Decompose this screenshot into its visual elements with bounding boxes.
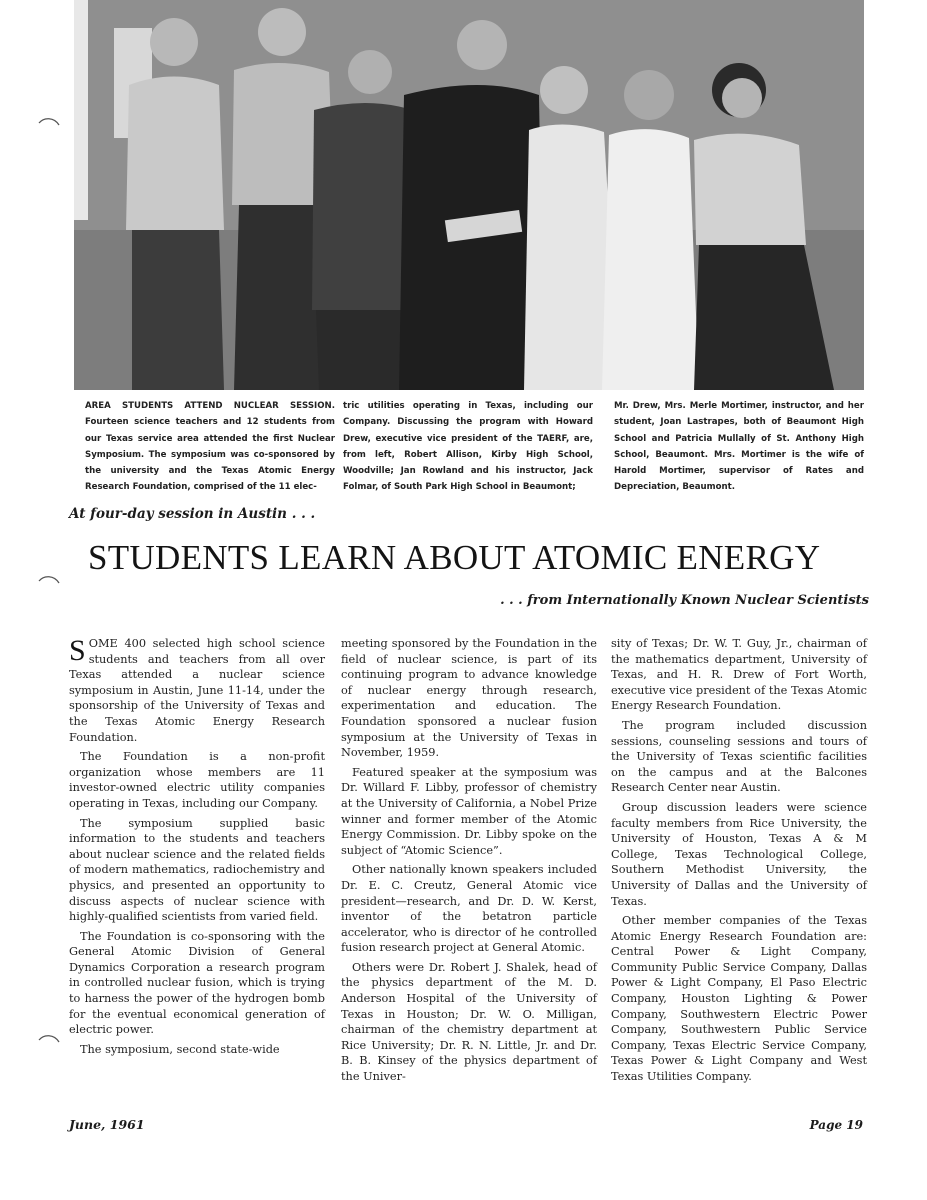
article-paragraph: SOME 400 selected high school science students and teachers from all over Texas attended a nuclear science symposium in Austin, June 11-14, under the sponsorship of the University of Texas and the Texas Atomic Energy Research Foundation. (69, 634, 325, 744)
punch-hole-mark-icon (36, 1030, 62, 1056)
group-photo-icon (74, 0, 864, 390)
page-number: Page 19 (809, 1118, 863, 1132)
issue-date: June, 1961 (69, 1117, 145, 1132)
punch-hole-mark-icon (36, 571, 62, 597)
article-paragraph: Others were Dr. Robert J. Shalek, head of the physics department of the M. D. Anderson Hospital of the University of Texas in Houston; Dr. W. O. Milligan, chairman of the chemistry department at Rice University; Dr. R. N. Little, Jr. and Dr. B. B. Kinsey of the physics department of the Univer- (341, 960, 597, 1084)
article-paragraph: Group discussion leaders were science faculty members from Rice University, the University of Houston, Texas A & M College, Texas Technological College, Southern Methodist University, the University of Dallas and the University of Texas. (611, 800, 867, 908)
article-column-3 (611, 636, 867, 1089)
article-paragraph: Featured speaker at the symposium was Dr. Willard F. Libby, professor of chemistry at the University of California, a Nobel Prize winner and former member of the Atomic Energy Commission. Dr. Libby spoke on the subject of “Atomic Science”. (341, 765, 597, 857)
article-column-1 (69, 636, 325, 1061)
article-kicker: At four-day session in Austin . . . (69, 506, 316, 522)
article-headline: STUDENTS LEARN ABOUT ATOMIC ENERGY (88, 538, 821, 577)
article-subhead: . . . from Internationally Known Nuclear Scientists (500, 593, 869, 608)
article-paragraph: The program included discussion sessions, counseling sessions and tours of the University of Texas scientific facilities on the campus and at the Balcones Research Center near Austin. (611, 718, 867, 795)
article-paragraph: The symposium supplied basic information to the students and teachers about nuclear science and the related fields of modern mathematics, radiochemistry and physics, and presented an opportunity to discuss aspects of nuclear science with highly-qualified scientists from varied field. (69, 816, 325, 924)
article-paragraph: The Foundation is a non-profit organization whose members are 11 investor-owned electric utility companies operating in Texas, including our Company. (69, 750, 325, 810)
article-paragraph: Other nationally known speakers included Dr. E. C. Creutz, General Atomic vice president—research, and Dr. D. W. Kerst, inventor of the betatron particle accelerator, who is director of he controlled fusion research project at General Atomic. (341, 863, 597, 955)
article-paragraph: sity of Texas; Dr. W. T. Guy, Jr., chairman of the mathematics department, University of Texas, and H. R. Drew of Fort Worth, executive vice president of the Texas Atomic Energy Research Foundation. (611, 637, 867, 713)
photo-caption-column-3: Mr. Drew, Mrs. Merle Mortimer, instructor, and her student, Joan Lastrapes, both of Beaumont High School and Patricia Mullally of St. Anthony High School, Beaumont. Mrs. Mortimer is the wife of Harold Mortimer, supervisor of Rates and Depreciation, Beaumont. (614, 401, 864, 493)
article-paragraph: The symposium, second state-wide (80, 1042, 280, 1056)
article-paragraph: Other member companies of the Texas Atomic Energy Research Foundation are: Central Power & Light Company, Community Public Service Company, Dallas Power & Light Company, El Paso Electric Company, Houston Lighting & Power Company, Southwestern Electric Power Company, Southwestern Public Service Company, Texas Electric Service Company, Texas Power & Light Company and West Texas Utilities Company. (611, 914, 867, 1084)
article-paragraph: meeting sponsored by the Foundation in the field of nuclear science, is part of its continuing program to advance knowledge of nuclear energy through research, experimentation and education. The Foundation sponsored a nuclear fusion symposium at the University of Texas in November, 1959. (341, 637, 597, 760)
punch-hole-mark-icon (36, 113, 62, 139)
article-column-2 (341, 636, 597, 1089)
photo-caption-column-1: AREA STUDENTS ATTEND NUCLEAR SESSION. Fourteen science teachers and 12 students from our Texas service area attended the first Nuclear Symposium. The symposium was co-sponsored by the university and the Texas Atomic Energy Research Foundation, comprised of the 11 elec- (85, 401, 335, 493)
drop-cap: S (69, 634, 86, 667)
photo-caption-column-2: tric utilities operating in Texas, including our Company. Discussing the program with Howard Drew, executive vice president of the TAERF, are, from left, Robert Allison, Kirby High School, Woodville; Jan Rowland and his instructor, Jack Folmar, of South Park High School in Beaumont; (343, 401, 593, 493)
group-photo (74, 0, 864, 390)
article-paragraph: The Foundation is co-sponsoring with the General Atomic Division of General Dynamics Corporation a research program in controlled nuclear fusion, which is trying to harness the power of the hydrogen bomb for the eventual economical generation of electric power. (69, 929, 325, 1037)
